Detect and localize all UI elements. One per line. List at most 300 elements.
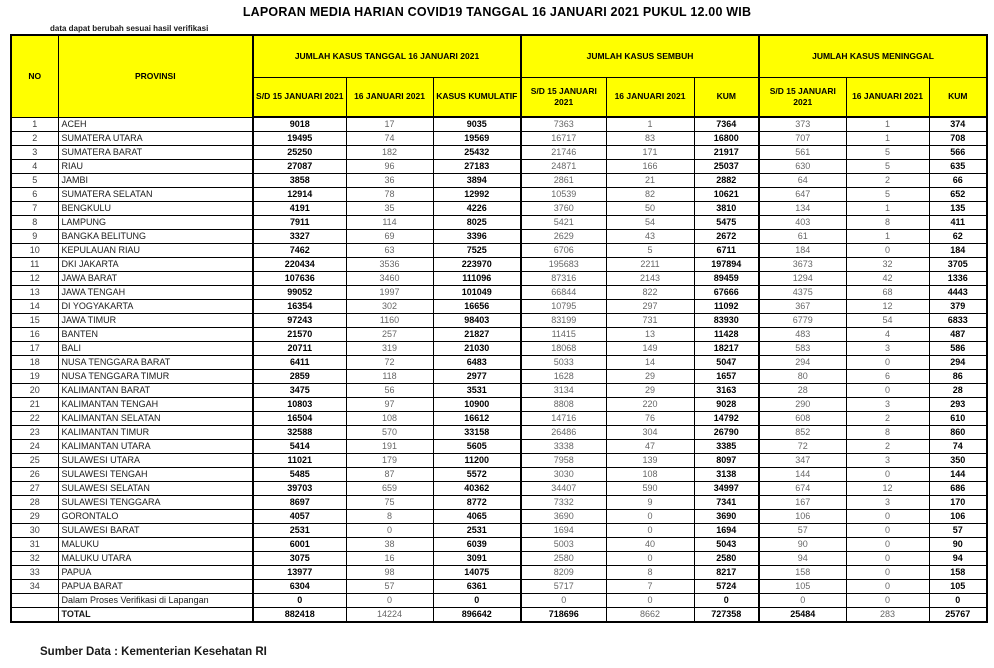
value-cell: 8772 (433, 496, 521, 510)
row-number: 25 (11, 454, 58, 468)
table-row (11, 468, 987, 482)
value-cell: 12992 (433, 188, 521, 202)
value-cell: 108 (346, 412, 433, 426)
value-cell: 11021 (253, 454, 346, 468)
value-cell: 6411 (253, 356, 346, 370)
value-cell: 0 (846, 566, 929, 580)
row-number: 2 (11, 132, 58, 146)
value-cell: 3075 (253, 552, 346, 566)
row-number: 34 (11, 580, 58, 594)
row-number (11, 608, 58, 623)
value-cell: 652 (929, 188, 987, 202)
table-row (11, 132, 987, 146)
value-cell: 12 (846, 482, 929, 496)
value-cell: 8 (346, 510, 433, 524)
value-cell: 566 (929, 146, 987, 160)
value-cell: 14075 (433, 566, 521, 580)
value-cell: 8697 (253, 496, 346, 510)
value-cell: 290 (759, 398, 846, 412)
value-cell: 294 (759, 356, 846, 370)
value-cell: 10539 (521, 188, 606, 202)
value-cell: 3 (846, 496, 929, 510)
value-cell: 0 (606, 510, 694, 524)
value-cell: 319 (346, 342, 433, 356)
table-row (11, 230, 987, 244)
value-cell: 6361 (433, 580, 521, 594)
value-cell: 21746 (521, 146, 606, 160)
value-cell: 149 (606, 342, 694, 356)
value-cell: 42 (846, 272, 929, 286)
value-cell: 1628 (521, 370, 606, 384)
value-cell: 14792 (694, 412, 759, 426)
value-cell: 27183 (433, 160, 521, 174)
value-cell: 6039 (433, 538, 521, 552)
province-name: SULAWESI BARAT (58, 524, 253, 538)
province-name: NUSA TENGGARA TIMUR (58, 370, 253, 384)
value-cell: 171 (606, 146, 694, 160)
value-cell: 2859 (253, 370, 346, 384)
value-cell: 94 (929, 552, 987, 566)
value-cell: 283 (846, 608, 929, 623)
value-cell: 3338 (521, 440, 606, 454)
value-cell: 7332 (521, 496, 606, 510)
value-cell: 2531 (253, 524, 346, 538)
value-cell: 0 (606, 594, 694, 608)
value-cell: 374 (929, 117, 987, 132)
province-name: RIAU (58, 160, 253, 174)
province-name: GORONTALO (58, 510, 253, 524)
value-cell: 26790 (694, 426, 759, 440)
row-number: 7 (11, 202, 58, 216)
value-cell: 134 (759, 202, 846, 216)
value-cell: 0 (846, 384, 929, 398)
value-cell: 11200 (433, 454, 521, 468)
value-cell: 630 (759, 160, 846, 174)
value-cell: 3 (846, 398, 929, 412)
province-name: SULAWESI SELATAN (58, 482, 253, 496)
value-cell: 2580 (694, 552, 759, 566)
value-cell: 33158 (433, 426, 521, 440)
value-cell: 72 (346, 356, 433, 370)
value-cell: 9035 (433, 117, 521, 132)
value-cell: 6706 (521, 244, 606, 258)
row-number: 32 (11, 552, 58, 566)
value-cell: 4226 (433, 202, 521, 216)
value-cell: 98403 (433, 314, 521, 328)
value-cell: 170 (929, 496, 987, 510)
value-cell: 223970 (433, 258, 521, 272)
col-header-kasus-sd15: S/D 15 JANUARI 2021 (253, 77, 346, 117)
data-source-note: Sumber Data : Kementerian Kesehatan RI (40, 646, 267, 658)
value-cell: 3705 (929, 258, 987, 272)
value-cell: 3163 (694, 384, 759, 398)
value-cell: 5 (846, 188, 929, 202)
province-name: BANGKA BELITUNG (58, 230, 253, 244)
value-cell: 66844 (521, 286, 606, 300)
province-name: SULAWESI TENGAH (58, 468, 253, 482)
value-cell: 3138 (694, 468, 759, 482)
value-cell: 3396 (433, 230, 521, 244)
value-cell: 708 (929, 132, 987, 146)
value-cell: 195683 (521, 258, 606, 272)
value-cell: 3 (846, 454, 929, 468)
value-cell: 635 (929, 160, 987, 174)
value-cell: 4 (846, 328, 929, 342)
value-cell: 10900 (433, 398, 521, 412)
value-cell: 350 (929, 454, 987, 468)
province-name: PAPUA (58, 566, 253, 580)
province-name: SUMATERA BARAT (58, 146, 253, 160)
row-number: 28 (11, 496, 58, 510)
table-row (11, 146, 987, 160)
row-number: 14 (11, 300, 58, 314)
value-cell: 182 (346, 146, 433, 160)
table-body (11, 117, 987, 622)
value-cell: 6833 (929, 314, 987, 328)
value-cell: 5475 (694, 216, 759, 230)
table-row (11, 244, 987, 258)
value-cell: 5 (846, 160, 929, 174)
table-row (11, 174, 987, 188)
row-number: 13 (11, 286, 58, 300)
value-cell: 4065 (433, 510, 521, 524)
table-row (11, 566, 987, 580)
table-row (11, 342, 987, 356)
value-cell: 135 (929, 202, 987, 216)
row-number: 30 (11, 524, 58, 538)
province-name: TOTAL (58, 608, 253, 623)
row-number: 12 (11, 272, 58, 286)
row-number: 19 (11, 370, 58, 384)
value-cell: 16612 (433, 412, 521, 426)
value-cell: 403 (759, 216, 846, 230)
value-cell: 0 (759, 594, 846, 608)
value-cell: 3531 (433, 384, 521, 398)
value-cell: 2143 (606, 272, 694, 286)
header-group-row (11, 35, 987, 77)
value-cell: 34997 (694, 482, 759, 496)
value-cell: 2672 (694, 230, 759, 244)
value-cell: 6 (846, 370, 929, 384)
table-row (11, 580, 987, 594)
table-row (11, 510, 987, 524)
row-number: 21 (11, 398, 58, 412)
province-name: KEPULAUAN RIAU (58, 244, 253, 258)
col-header-meninggal-16jan: 16 JANUARI 2021 (846, 77, 929, 117)
value-cell: 74 (929, 440, 987, 454)
table-row (11, 426, 987, 440)
row-number: 17 (11, 342, 58, 356)
table-row (11, 188, 987, 202)
row-number: 11 (11, 258, 58, 272)
value-cell: 257 (346, 328, 433, 342)
value-cell: 166 (606, 160, 694, 174)
value-cell: 686 (929, 482, 987, 496)
value-cell: 0 (346, 524, 433, 538)
value-cell: 5047 (694, 356, 759, 370)
row-number: 18 (11, 356, 58, 370)
value-cell: 3134 (521, 384, 606, 398)
value-cell: 7363 (521, 117, 606, 132)
value-cell: 1336 (929, 272, 987, 286)
value-cell: 1 (846, 117, 929, 132)
value-cell: 6779 (759, 314, 846, 328)
value-cell: 1294 (759, 272, 846, 286)
value-cell: 3810 (694, 202, 759, 216)
value-cell: 822 (606, 286, 694, 300)
province-name: KALIMANTAN BARAT (58, 384, 253, 398)
value-cell: 5605 (433, 440, 521, 454)
value-cell: 29 (606, 370, 694, 384)
value-cell: 101049 (433, 286, 521, 300)
row-number: 33 (11, 566, 58, 580)
value-cell: 19569 (433, 132, 521, 146)
table-row (11, 398, 987, 412)
value-cell: 4057 (253, 510, 346, 524)
value-cell: 0 (846, 244, 929, 258)
province-name: ACEH (58, 117, 253, 132)
value-cell: 16800 (694, 132, 759, 146)
value-cell: 9028 (694, 398, 759, 412)
value-cell: 16656 (433, 300, 521, 314)
value-cell: 3760 (521, 202, 606, 216)
value-cell: 32 (846, 258, 929, 272)
value-cell: 2629 (521, 230, 606, 244)
table-row (11, 524, 987, 538)
value-cell: 8097 (694, 454, 759, 468)
row-number: 24 (11, 440, 58, 454)
province-name: SULAWESI UTARA (58, 454, 253, 468)
value-cell: 0 (433, 594, 521, 608)
table-row (11, 440, 987, 454)
value-cell: 2 (846, 174, 929, 188)
value-cell: 80 (759, 370, 846, 384)
value-cell: 293 (929, 398, 987, 412)
value-cell: 57 (346, 580, 433, 594)
value-cell: 50 (606, 202, 694, 216)
value-cell: 3091 (433, 552, 521, 566)
row-number (11, 594, 58, 608)
value-cell: 3327 (253, 230, 346, 244)
value-cell: 57 (929, 524, 987, 538)
value-cell: 727358 (694, 608, 759, 623)
value-cell: 608 (759, 412, 846, 426)
value-cell: 3673 (759, 258, 846, 272)
value-cell: 8217 (694, 566, 759, 580)
value-cell: 47 (606, 440, 694, 454)
province-name: NUSA TENGGARA BARAT (58, 356, 253, 370)
value-cell: 707 (759, 132, 846, 146)
value-cell: 659 (346, 482, 433, 496)
value-cell: 19495 (253, 132, 346, 146)
value-cell: 1 (846, 230, 929, 244)
value-cell: 99052 (253, 286, 346, 300)
value-cell: 610 (929, 412, 987, 426)
value-cell: 347 (759, 454, 846, 468)
value-cell: 0 (846, 524, 929, 538)
province-name: BANTEN (58, 328, 253, 342)
group-header-meninggal: JUMLAH KASUS MENINGGAL (759, 35, 987, 77)
province-name: LAMPUNG (58, 216, 253, 230)
value-cell: 94 (759, 552, 846, 566)
value-cell: 373 (759, 117, 846, 132)
value-cell: 25484 (759, 608, 846, 623)
value-cell: 25250 (253, 146, 346, 160)
value-cell: 32588 (253, 426, 346, 440)
value-cell: 4375 (759, 286, 846, 300)
value-cell: 4191 (253, 202, 346, 216)
col-header-kasus-16jan: 16 JANUARI 2021 (346, 77, 433, 117)
value-cell: 105 (929, 580, 987, 594)
value-cell: 0 (694, 594, 759, 608)
value-cell: 297 (606, 300, 694, 314)
value-cell: 108 (606, 468, 694, 482)
row-number: 15 (11, 314, 58, 328)
table-row (11, 384, 987, 398)
value-cell: 18217 (694, 342, 759, 356)
value-cell: 2 (846, 440, 929, 454)
value-cell: 29 (606, 384, 694, 398)
value-cell: 69 (346, 230, 433, 244)
value-cell: 16354 (253, 300, 346, 314)
value-cell: 107636 (253, 272, 346, 286)
value-cell: 674 (759, 482, 846, 496)
value-cell: 21 (606, 174, 694, 188)
province-name: KALIMANTAN TIMUR (58, 426, 253, 440)
value-cell: 3858 (253, 174, 346, 188)
value-cell: 1 (606, 117, 694, 132)
value-cell: 220434 (253, 258, 346, 272)
value-cell: 5 (606, 244, 694, 258)
row-number: 22 (11, 412, 58, 426)
value-cell: 13 (606, 328, 694, 342)
value-cell: 28 (759, 384, 846, 398)
table-row (11, 286, 987, 300)
value-cell: 18068 (521, 342, 606, 356)
value-cell: 16504 (253, 412, 346, 426)
value-cell: 40 (606, 538, 694, 552)
value-cell: 0 (929, 594, 987, 608)
value-cell: 0 (846, 580, 929, 594)
table-row (11, 328, 987, 342)
table-row (11, 272, 987, 286)
value-cell: 590 (606, 482, 694, 496)
col-header-sembuh-16jan: 16 JANUARI 2021 (606, 77, 694, 117)
value-cell: 97 (346, 398, 433, 412)
value-cell: 139 (606, 454, 694, 468)
value-cell: 87316 (521, 272, 606, 286)
row-number: 4 (11, 160, 58, 174)
value-cell: 1 (846, 202, 929, 216)
row-number: 6 (11, 188, 58, 202)
value-cell: 5033 (521, 356, 606, 370)
value-cell: 4443 (929, 286, 987, 300)
value-cell: 7341 (694, 496, 759, 510)
row-number: 8 (11, 216, 58, 230)
value-cell: 83199 (521, 314, 606, 328)
value-cell: 294 (929, 356, 987, 370)
value-cell: 21570 (253, 328, 346, 342)
value-cell: 14716 (521, 412, 606, 426)
value-cell: 2 (846, 412, 929, 426)
province-name: BALI (58, 342, 253, 356)
value-cell: 38 (346, 538, 433, 552)
value-cell: 26486 (521, 426, 606, 440)
province-name: JAWA TIMUR (58, 314, 253, 328)
value-cell: 2531 (433, 524, 521, 538)
table-row (11, 496, 987, 510)
value-cell: 25432 (433, 146, 521, 160)
value-cell: 0 (846, 594, 929, 608)
value-cell: 184 (759, 244, 846, 258)
row-number: 29 (11, 510, 58, 524)
value-cell: 118 (346, 370, 433, 384)
value-cell: 8 (846, 216, 929, 230)
table-row (11, 594, 987, 608)
row-number: 23 (11, 426, 58, 440)
value-cell: 6483 (433, 356, 521, 370)
value-cell: 1657 (694, 370, 759, 384)
value-cell: 89459 (694, 272, 759, 286)
value-cell: 61 (759, 230, 846, 244)
value-cell: 570 (346, 426, 433, 440)
value-cell: 16 (346, 552, 433, 566)
value-cell: 6711 (694, 244, 759, 258)
value-cell: 13977 (253, 566, 346, 580)
value-cell: 3385 (694, 440, 759, 454)
value-cell: 583 (759, 342, 846, 356)
province-name: SUMATERA UTARA (58, 132, 253, 146)
col-header-meninggal-sd15: S/D 15 JANUARI 2021 (759, 77, 846, 117)
table-row (11, 258, 987, 272)
value-cell: 64 (759, 174, 846, 188)
value-cell: 83930 (694, 314, 759, 328)
table-row (11, 538, 987, 552)
province-name: KALIMANTAN UTARA (58, 440, 253, 454)
value-cell: 0 (846, 468, 929, 482)
value-cell: 483 (759, 328, 846, 342)
total-row (11, 608, 987, 623)
value-cell: 5003 (521, 538, 606, 552)
value-cell: 106 (759, 510, 846, 524)
value-cell: 8 (606, 566, 694, 580)
value-cell: 14 (606, 356, 694, 370)
value-cell: 87 (346, 468, 433, 482)
value-cell: 39703 (253, 482, 346, 496)
value-cell: 1160 (346, 314, 433, 328)
value-cell: 105 (759, 580, 846, 594)
col-header-kasus-kumulatif: KASUS KUMULATIF (433, 77, 521, 117)
value-cell: 852 (759, 426, 846, 440)
table-row (11, 356, 987, 370)
value-cell: 5717 (521, 580, 606, 594)
value-cell: 0 (346, 594, 433, 608)
value-cell: 90 (929, 538, 987, 552)
table-row (11, 216, 987, 230)
row-number: 3 (11, 146, 58, 160)
value-cell: 57 (759, 524, 846, 538)
value-cell: 860 (929, 426, 987, 440)
value-cell: 5414 (253, 440, 346, 454)
value-cell: 24871 (521, 160, 606, 174)
value-cell: 1 (846, 132, 929, 146)
table-row (11, 314, 987, 328)
value-cell: 487 (929, 328, 987, 342)
value-cell: 2977 (433, 370, 521, 384)
value-cell: 27087 (253, 160, 346, 174)
value-cell: 0 (846, 552, 929, 566)
value-cell: 25037 (694, 160, 759, 174)
